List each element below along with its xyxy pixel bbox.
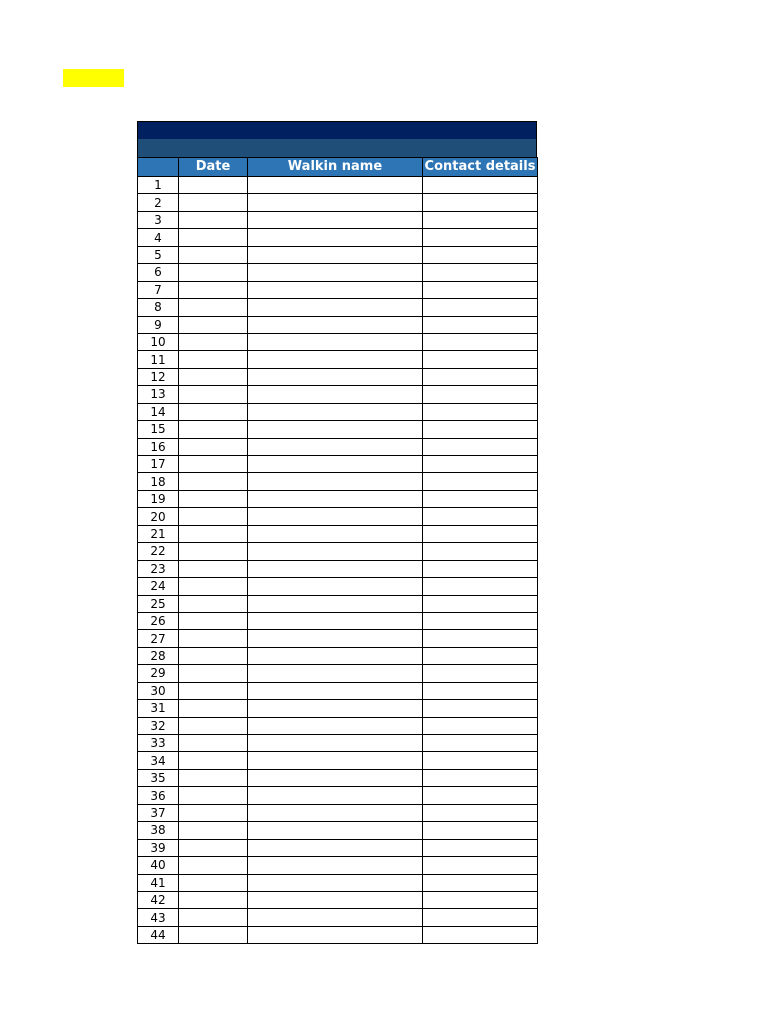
row-number: 32 bbox=[138, 717, 179, 734]
table-row bbox=[138, 246, 538, 263]
walkin-name-cell[interactable] bbox=[248, 211, 423, 228]
date-cell[interactable] bbox=[179, 368, 248, 385]
date-cell[interactable] bbox=[179, 177, 248, 194]
row-number: 44 bbox=[138, 926, 179, 943]
date-cell[interactable] bbox=[179, 299, 248, 316]
table-row bbox=[138, 700, 538, 717]
row-number: 3 bbox=[138, 211, 179, 228]
row-number: 33 bbox=[138, 735, 179, 752]
contact-details-cell[interactable] bbox=[423, 246, 538, 263]
walkin-name-cell[interactable] bbox=[248, 333, 423, 350]
table-row bbox=[138, 717, 538, 734]
yellow-highlight-cell bbox=[63, 69, 124, 87]
row-number: 5 bbox=[138, 246, 179, 263]
table-row bbox=[138, 368, 538, 385]
contact-details-cell[interactable] bbox=[423, 822, 538, 839]
table-row bbox=[138, 822, 538, 839]
date-cell[interactable] bbox=[179, 891, 248, 908]
table-row bbox=[138, 299, 538, 316]
contact-details-cell[interactable] bbox=[423, 525, 538, 542]
walkin-name-cell[interactable] bbox=[248, 456, 423, 473]
date-cell[interactable] bbox=[179, 316, 248, 333]
date-cell[interactable] bbox=[179, 735, 248, 752]
table-row bbox=[138, 543, 538, 560]
contact-details-cell[interactable] bbox=[423, 682, 538, 699]
row-number: 26 bbox=[138, 612, 179, 629]
contact-details-cell[interactable] bbox=[423, 560, 538, 577]
table-row bbox=[138, 281, 538, 298]
row-number: 22 bbox=[138, 543, 179, 560]
contact-details-cell[interactable] bbox=[423, 752, 538, 769]
walkin-name-cell[interactable] bbox=[248, 403, 423, 420]
date-cell[interactable] bbox=[179, 822, 248, 839]
date-cell[interactable] bbox=[179, 665, 248, 682]
table-row bbox=[138, 525, 538, 542]
walkin-name-cell[interactable] bbox=[248, 787, 423, 804]
table-row bbox=[138, 735, 538, 752]
table-row bbox=[138, 333, 538, 350]
date-cell[interactable] bbox=[179, 560, 248, 577]
row-number: 31 bbox=[138, 700, 179, 717]
row-number: 4 bbox=[138, 229, 179, 246]
table-row bbox=[138, 630, 538, 647]
date-cell[interactable] bbox=[179, 717, 248, 734]
contact-details-cell[interactable] bbox=[423, 456, 538, 473]
row-number: 6 bbox=[138, 264, 179, 281]
walkin-name-cell[interactable] bbox=[248, 508, 423, 525]
table-row bbox=[138, 595, 538, 612]
row-number: 34 bbox=[138, 752, 179, 769]
row-number: 1 bbox=[138, 177, 179, 194]
row-number: 28 bbox=[138, 647, 179, 664]
contact-details-cell[interactable] bbox=[423, 595, 538, 612]
contact-details-cell[interactable] bbox=[423, 804, 538, 821]
row-number: 43 bbox=[138, 909, 179, 926]
contact-details-cell[interactable] bbox=[423, 177, 538, 194]
walkin-name-cell[interactable] bbox=[248, 665, 423, 682]
date-cell[interactable] bbox=[179, 229, 248, 246]
contact-details-cell[interactable] bbox=[423, 508, 538, 525]
table-row bbox=[138, 316, 538, 333]
table-row bbox=[138, 421, 538, 438]
walkin-name-cell[interactable] bbox=[248, 595, 423, 612]
date-cell[interactable] bbox=[179, 578, 248, 595]
walkin-name-cell[interactable] bbox=[248, 874, 423, 891]
contact-details-cell[interactable] bbox=[423, 211, 538, 228]
walkin-name-cell[interactable] bbox=[248, 647, 423, 664]
header-row bbox=[138, 158, 538, 177]
row-number: 27 bbox=[138, 630, 179, 647]
date-cell[interactable] bbox=[179, 194, 248, 211]
walkin-name-cell[interactable] bbox=[248, 822, 423, 839]
table-row bbox=[138, 229, 538, 246]
row-number: 42 bbox=[138, 891, 179, 908]
table-row bbox=[138, 508, 538, 525]
table-row bbox=[138, 769, 538, 786]
date-cell[interactable] bbox=[179, 682, 248, 699]
walkin-name-cell[interactable] bbox=[248, 351, 423, 368]
date-cell[interactable] bbox=[179, 630, 248, 647]
contact-details-cell[interactable] bbox=[423, 647, 538, 664]
table-row bbox=[138, 857, 538, 874]
walkin-name-cell[interactable] bbox=[248, 264, 423, 281]
date-cell[interactable] bbox=[179, 281, 248, 298]
row-number: 39 bbox=[138, 839, 179, 856]
contact-details-cell[interactable] bbox=[423, 194, 538, 211]
walkin-name-cell[interactable] bbox=[248, 438, 423, 455]
walkin-name-cell[interactable] bbox=[248, 281, 423, 298]
walkin-name-cell[interactable] bbox=[248, 752, 423, 769]
date-cell[interactable] bbox=[179, 874, 248, 891]
date-cell[interactable] bbox=[179, 456, 248, 473]
date-cell[interactable] bbox=[179, 647, 248, 664]
date-cell[interactable] bbox=[179, 264, 248, 281]
walkin-name-cell[interactable] bbox=[248, 926, 423, 943]
walkin-name-cell[interactable] bbox=[248, 246, 423, 263]
walkin-name-cell[interactable] bbox=[248, 177, 423, 194]
contact-details-cell[interactable] bbox=[423, 368, 538, 385]
contact-details-cell[interactable] bbox=[423, 438, 538, 455]
row-number: 23 bbox=[138, 560, 179, 577]
contact-details-cell[interactable] bbox=[423, 264, 538, 281]
walkin-name-cell[interactable] bbox=[248, 473, 423, 490]
table-row bbox=[138, 665, 538, 682]
date-cell[interactable] bbox=[179, 612, 248, 629]
table-row bbox=[138, 490, 538, 507]
row-number: 10 bbox=[138, 333, 179, 350]
date-cell[interactable] bbox=[179, 525, 248, 542]
row-number: 11 bbox=[138, 351, 179, 368]
contact-details-cell[interactable] bbox=[423, 857, 538, 874]
table-row bbox=[138, 909, 538, 926]
table-row bbox=[138, 891, 538, 908]
date-cell[interactable] bbox=[179, 926, 248, 943]
contact-details-cell[interactable] bbox=[423, 926, 538, 943]
contact-details-cell[interactable] bbox=[423, 229, 538, 246]
table-row bbox=[138, 647, 538, 664]
row-number: 19 bbox=[138, 490, 179, 507]
date-cell[interactable] bbox=[179, 351, 248, 368]
date-cell[interactable] bbox=[179, 246, 248, 263]
table-row bbox=[138, 560, 538, 577]
date-cell[interactable] bbox=[179, 769, 248, 786]
date-cell[interactable] bbox=[179, 857, 248, 874]
date-cell[interactable] bbox=[179, 595, 248, 612]
table-row bbox=[138, 682, 538, 699]
table-row bbox=[138, 264, 538, 281]
row-number: 30 bbox=[138, 682, 179, 699]
contact-details-cell[interactable] bbox=[423, 490, 538, 507]
contact-details-cell[interactable] bbox=[423, 909, 538, 926]
walkin-name-cell[interactable] bbox=[248, 909, 423, 926]
subtitle-band bbox=[137, 139, 537, 157]
contact-details-cell[interactable] bbox=[423, 717, 538, 734]
walkin-name-cell[interactable] bbox=[248, 229, 423, 246]
row-number: 38 bbox=[138, 822, 179, 839]
contact-details-cell[interactable] bbox=[423, 333, 538, 350]
date-cell[interactable] bbox=[179, 211, 248, 228]
date-cell[interactable] bbox=[179, 787, 248, 804]
walkin-name-cell[interactable] bbox=[248, 717, 423, 734]
date-cell[interactable] bbox=[179, 386, 248, 403]
table-row bbox=[138, 473, 538, 490]
date-cell[interactable] bbox=[179, 909, 248, 926]
row-number: 17 bbox=[138, 456, 179, 473]
row-number: 13 bbox=[138, 386, 179, 403]
contact-details-cell[interactable] bbox=[423, 316, 538, 333]
row-number: 41 bbox=[138, 874, 179, 891]
walkin-table bbox=[137, 157, 538, 944]
walkin-name-cell[interactable] bbox=[248, 769, 423, 786]
table-row bbox=[138, 211, 538, 228]
contact-details-cell[interactable] bbox=[423, 403, 538, 420]
table-row bbox=[138, 874, 538, 891]
contact-details-cell[interactable] bbox=[423, 281, 538, 298]
row-number: 12 bbox=[138, 368, 179, 385]
row-number: 35 bbox=[138, 769, 179, 786]
table-row bbox=[138, 752, 538, 769]
row-number: 18 bbox=[138, 473, 179, 490]
table-row bbox=[138, 578, 538, 595]
contact-details-cell[interactable] bbox=[423, 578, 538, 595]
row-number: 37 bbox=[138, 804, 179, 821]
walkin-name-cell[interactable] bbox=[248, 368, 423, 385]
walkin-name-cell[interactable] bbox=[248, 386, 423, 403]
date-cell[interactable] bbox=[179, 804, 248, 821]
contact-details-cell[interactable] bbox=[423, 543, 538, 560]
table-row bbox=[138, 177, 538, 194]
table-row bbox=[138, 926, 538, 943]
walkin-name-cell[interactable] bbox=[248, 194, 423, 211]
row-number: 8 bbox=[138, 299, 179, 316]
date-cell[interactable] bbox=[179, 333, 248, 350]
row-number: 20 bbox=[138, 508, 179, 525]
row-number: 21 bbox=[138, 525, 179, 542]
contact-details-cell[interactable] bbox=[423, 421, 538, 438]
date-cell[interactable] bbox=[179, 421, 248, 438]
contact-details-cell[interactable] bbox=[423, 612, 538, 629]
walkin-name-cell[interactable] bbox=[248, 839, 423, 856]
walkin-name-cell[interactable] bbox=[248, 700, 423, 717]
walkin-name-cell[interactable] bbox=[248, 525, 423, 542]
row-number: 14 bbox=[138, 403, 179, 420]
row-number: 24 bbox=[138, 578, 179, 595]
table-row bbox=[138, 839, 538, 856]
row-number: 40 bbox=[138, 857, 179, 874]
row-number: 36 bbox=[138, 787, 179, 804]
date-cell[interactable] bbox=[179, 543, 248, 560]
contact-details-cell[interactable] bbox=[423, 630, 538, 647]
contact-details-cell[interactable] bbox=[423, 891, 538, 908]
walkin-name-cell[interactable] bbox=[248, 543, 423, 560]
walkin-register-sheet bbox=[137, 121, 537, 944]
date-cell[interactable] bbox=[179, 839, 248, 856]
walkin-name-cell[interactable] bbox=[248, 316, 423, 333]
row-number: 29 bbox=[138, 665, 179, 682]
walkin-name-cell[interactable] bbox=[248, 735, 423, 752]
header-number bbox=[138, 158, 179, 177]
date-cell[interactable] bbox=[179, 490, 248, 507]
table-row bbox=[138, 386, 538, 403]
table-body bbox=[138, 177, 538, 944]
walkin-name-cell[interactable] bbox=[248, 490, 423, 507]
header-date: Date bbox=[179, 158, 248, 177]
walkin-name-cell[interactable] bbox=[248, 578, 423, 595]
row-number: 2 bbox=[138, 194, 179, 211]
row-number: 15 bbox=[138, 421, 179, 438]
date-cell[interactable] bbox=[179, 438, 248, 455]
contact-details-cell[interactable] bbox=[423, 473, 538, 490]
table-row bbox=[138, 456, 538, 473]
table-row bbox=[138, 194, 538, 211]
row-number: 16 bbox=[138, 438, 179, 455]
walkin-name-cell[interactable] bbox=[248, 612, 423, 629]
walkin-name-cell[interactable] bbox=[248, 804, 423, 821]
walkin-name-cell[interactable] bbox=[248, 682, 423, 699]
date-cell[interactable] bbox=[179, 473, 248, 490]
contact-details-cell[interactable] bbox=[423, 787, 538, 804]
contact-details-cell[interactable] bbox=[423, 351, 538, 368]
contact-details-cell[interactable] bbox=[423, 665, 538, 682]
date-cell[interactable] bbox=[179, 752, 248, 769]
table-row bbox=[138, 438, 538, 455]
contact-details-cell[interactable] bbox=[423, 386, 538, 403]
contact-details-cell[interactable] bbox=[423, 874, 538, 891]
row-number: 25 bbox=[138, 595, 179, 612]
contact-details-cell[interactable] bbox=[423, 839, 538, 856]
walkin-name-cell[interactable] bbox=[248, 299, 423, 316]
table-row bbox=[138, 804, 538, 821]
header-contact-details: Contact details bbox=[423, 158, 538, 177]
walkin-name-cell[interactable] bbox=[248, 891, 423, 908]
contact-details-cell[interactable] bbox=[423, 769, 538, 786]
table-row bbox=[138, 612, 538, 629]
date-cell[interactable] bbox=[179, 403, 248, 420]
walkin-name-cell[interactable] bbox=[248, 560, 423, 577]
walkin-name-cell[interactable] bbox=[248, 630, 423, 647]
header-walkin-name: Walkin name bbox=[248, 158, 423, 177]
contact-details-cell[interactable] bbox=[423, 735, 538, 752]
walkin-name-cell[interactable] bbox=[248, 421, 423, 438]
table-row bbox=[138, 351, 538, 368]
table-row bbox=[138, 403, 538, 420]
date-cell[interactable] bbox=[179, 700, 248, 717]
row-number: 9 bbox=[138, 316, 179, 333]
title-band bbox=[137, 121, 537, 139]
contact-details-cell[interactable] bbox=[423, 700, 538, 717]
row-number: 7 bbox=[138, 281, 179, 298]
walkin-name-cell[interactable] bbox=[248, 857, 423, 874]
table-row bbox=[138, 787, 538, 804]
contact-details-cell[interactable] bbox=[423, 299, 538, 316]
date-cell[interactable] bbox=[179, 508, 248, 525]
